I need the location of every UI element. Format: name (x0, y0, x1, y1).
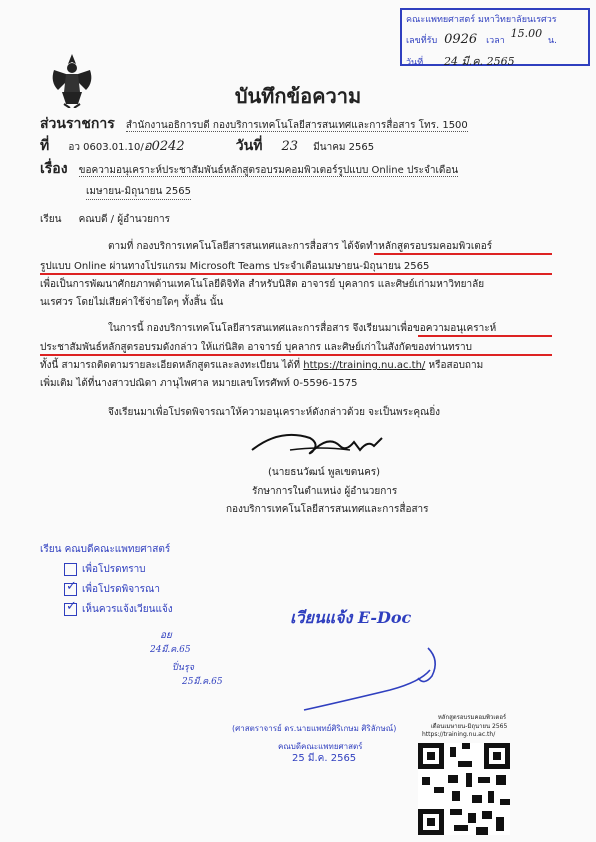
exec-date: 25 มี.ค. 2565 (292, 753, 357, 764)
option-inform (64, 562, 146, 577)
doc-no-value: อว 0603.01.10/ (68, 142, 144, 153)
option-circulate-label: เห็นควรแจ้งเวียนแจ้ง (82, 604, 173, 615)
check-icon: ✓ (66, 578, 77, 594)
stamp-time-value: 15.00 (510, 27, 543, 40)
qr-url: https://training.nu.ac.th/ (422, 731, 496, 738)
para2-line4: เพิ่มเติม ได้ที่นางสาวปณิดา ภานุไพศาล หมายเลขโทรศัพท์ 0-5596-1575 (40, 378, 358, 389)
doc-date-value: มีนาคม 2565 (313, 142, 375, 153)
option-consider (64, 578, 160, 597)
para2-line3-tail: หรือสอบถาม (425, 360, 484, 371)
to-row (40, 212, 170, 227)
subject-label: เรื่อง (40, 161, 68, 177)
initials-2: ปิ่นรุจ (172, 663, 194, 673)
doc-number-row (40, 135, 570, 157)
option-circulate (64, 598, 173, 617)
exec-name: (ศาสตราจารย์ ดร.นายแพทย์ศิริเกษม ศิริลักษณ์) (232, 724, 397, 733)
doc-date-label: วันที่ (235, 138, 263, 154)
initials-1: อย (160, 630, 172, 641)
doc-title: บันทึกข้อความ (234, 84, 362, 108)
doc-no-label: ที่ (40, 138, 50, 154)
para1-line4: นเรศวร โดยไม่เสียค่าใช้จ่ายใดๆ ทั้งสิ้น นั้น (40, 297, 224, 308)
red-underline (40, 354, 552, 356)
checkbox-empty (64, 563, 77, 576)
initials-date-2: 25มี.ค.65 (182, 677, 223, 687)
director-signature (250, 420, 390, 462)
checkbox-checked (64, 578, 77, 596)
stamp-recv-row (406, 27, 558, 47)
stamp-recv-no: 0926 (444, 32, 478, 47)
signer-department: กองบริการเทคโนโลยีสารสนเทศและการสื่อสาร (226, 504, 429, 515)
check-icon: ✓ (66, 598, 77, 614)
initials-date-1: 24มี.ค.65 (150, 645, 191, 655)
dept-value: สำนักงานอธิการบดี กองบริการเทคโนโลยีสารสนเทศและการสื่อสาร โทร. 1500 (125, 120, 468, 131)
stamp-time-unit: น. (548, 36, 558, 46)
to-label: เรียน (40, 214, 62, 225)
edoc-note: เวียนแจ้ง E-Doc (290, 608, 412, 627)
option-inform-label: เพื่อโปรดทราบ (82, 564, 146, 575)
stamp-org: คณะแพทยศาสตร์ มหาวิทยาลัยนเรศวร (406, 15, 557, 25)
para2-line1: ในการนี้ กองบริการเทคโนโลยีสารสนเทศและการสื่อสาร จึงเรียนมาเพื่อขอความอนุเคราะห์ (108, 323, 497, 334)
stamp-recv-label: เลขที่รับ (406, 36, 438, 46)
qr-caption-1: หลักสูตรอบรมคอมพิวเตอร์ (437, 714, 507, 721)
doc-date-hand: 23 (281, 139, 299, 154)
exec-position: คณบดีคณะแพทยศาสตร์ (278, 742, 363, 751)
dept-label: ส่วนราชการ (40, 116, 115, 132)
subject-line-2: เมษายน-มิถุนายน 2565 (86, 184, 191, 200)
stamp-date-row (406, 52, 515, 70)
para2-line3-text: ทั้งนี้ สามารถติดตามรายละเอียดหลักสูตรและลงทะเบียน ได้ที่ (40, 360, 304, 371)
subject-line-1: ขอความอนุเคราะห์ประชาสัมพันธ์หลักสูตรอบรมคอมพิวเตอร์รูปแบบ Online ประจำเดือน (78, 165, 459, 176)
signer-name: (นายธนวัฒน์ พูลเขตนคร) (268, 467, 381, 478)
red-underline (374, 253, 552, 255)
receipt-stamp (400, 8, 590, 66)
para2-line2: ประชาสัมพันธ์หลักสูตรอบรมดังกล่าว ให้แก่นิสิต อาจารย์ บุคลากร และศิษย์เก่าในสังกัดของท่านทราบ (40, 342, 473, 353)
subject-row (40, 158, 570, 180)
stamp-time-label: เวลา (486, 36, 505, 46)
dean-signature (300, 640, 460, 720)
doc-no-hand: อ0242 (143, 139, 185, 154)
training-link[interactable]: https://training.nu.ac.th/ (303, 360, 426, 371)
stamp-date-value: 24 มี.ค. 2565 (444, 55, 515, 68)
stamp-date-label: วันที่ (406, 58, 424, 68)
annotation-to-dean: เรียน คณบดีคณะแพทยศาสตร์ (40, 544, 171, 555)
signer-position: รักษาการในตำแหน่ง ผู้อำนวยการ (252, 486, 398, 497)
red-underline (418, 335, 552, 337)
para1-line1: ตามที่ กองบริการเทคโนโลยีสารสนเทศและการสื่อสาร ได้จัดทำหลักสูตรอบรมคอมพิวเตอร์ (108, 241, 493, 252)
dept-row (40, 113, 560, 135)
closing-line: จึงเรียนมาเพื่อโปรดพิจารณาให้ความอนุเคราะห์ดังกล่าวด้วย จะเป็นพระคุณยิ่ง (108, 407, 441, 418)
option-consider-label: เพื่อโปรดพิจารณา (82, 584, 160, 595)
para1-line3: เพื่อเป็นการพัฒนาศักยภาพด้านเทคโนโลยีดิจิทัล สำหรับนิสิต อาจารย์ บุคลากร และศิษย์เก่ามหาวิทยาลัย (40, 279, 485, 290)
para1-line2: รูปแบบ Online ผ่านทางโปรแกรม Microsoft Teams ประจำเดือนเมษายน-มิถุนายน 2565 (40, 261, 430, 272)
red-underline (40, 273, 552, 275)
checkbox-checked (64, 598, 77, 616)
para2-line3 (40, 357, 483, 374)
to-value: คณบดี / ผู้อำนวยการ (78, 214, 171, 225)
qr-caption-2: เดือนเมษายน-มิถุนายน 2565 (430, 723, 508, 730)
qr-code[interactable] (418, 743, 510, 835)
